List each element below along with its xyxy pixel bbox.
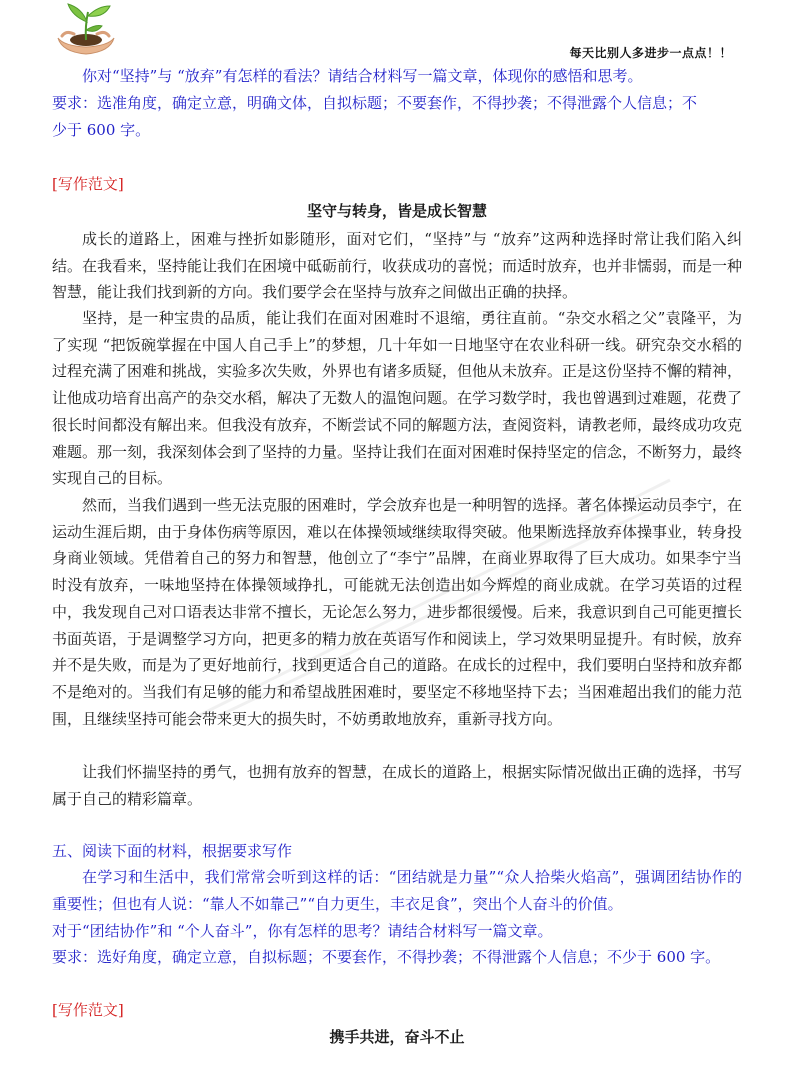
essay1-paragraph-4: 让我们怀揣坚持的勇气，也拥有放弃的智慧，在成长的道路上，根据实际情况做出正确的选择，书写属于自己的精彩篇章。 (52, 763, 743, 808)
section5-prompt: 对于“团结协作”和 “个人奋斗”，你有怎样的思考？请结合材料写一篇文章。 (52, 922, 553, 940)
section5-requirement: 要求：选好角度，确定立意，自拟标题；不要套作，不得抄袭；不得泄露个人信息；不少于 600 字。 (52, 948, 721, 966)
essay1-paragraph-2: 坚持，是一种宝贵的品质，能让我们在面对困难时不退缩，勇往直前。“杂交水稻之父”袁隆平，为了实现 “把饭碗掌握在中国人自己手上”的梦想，几十年如一日地坚守在农业科研一线。研究杂交水稻的过程充满了困难和挑战，实验多次失败，外界也有诸多质疑，但他从未放弃。正是这份坚持不懈的精神，让他成功培育出高产的杂交水稻，解决了无数人的温饱问题。在学习数学时，我也曾遇到过难题，花费了很长时间都没有解出来。但我没有放弃，不断尝试不同的解题方法，查阅资料，请教老师，最终成功攻克难题。那一刻，我深刻体会到了坚持的力量。坚持让我们在面对困难时保持坚定的信念，不断努力，最终实现自己的目标。 (52, 309, 743, 488)
essay2-tag: [写作范文] (52, 1001, 124, 1019)
section4-requirement-line2: 少于 600 字。 (52, 121, 151, 139)
section4-prompt: 你对“坚持”与 “放弃”有怎样的看法？请结合材料写一篇文章，体现你的感悟和思考。 (82, 67, 643, 85)
section5-heading: 五、阅读下面的材料，根据要求写作 (52, 842, 293, 860)
seedling-in-hands-icon (52, 0, 119, 58)
essay2-title: 携手共进，奋斗不止 (329, 1028, 465, 1046)
essay1-tag: [写作范文] (52, 175, 124, 193)
essay1-paragraph-3: 然而，当我们遇到一些无法克服的困难时，学会放弃也是一种明智的选择。著名体操运动员李宁，在运动生涯后期，由于身体伤病等原因，难以在体操领域继续取得突破。他果断选择放弃体操事业，转身投身商业领域。凭借着自己的努力和智慧，他创立了“李宁”品牌，在商业界取得了巨大成功。如果李宁当时没有放弃，一味地坚持在体操领域挣扎，可能就无法创造出如今辉煌的商业成就。在学习英语的过程中，我发现自己对口语表达非常不擅长，无论怎么努力，进步都很缓慢。后来，我意识到自己可能更擅长书面英语，于是调整学习方向，把更多的精力放在英语写作和阅读上，学习效果明显提升。有时候，放弃并不是失败，而是为了更好地前行，找到更适合自己的道路。在成长的过程中，我们要明白坚持和放弃都不是绝对的。当我们有足够的能力和希望战胜困难时，要坚定不移地坚持下去；当困难超出我们的能力范围，且继续坚持可能会带来更大的损失时，不妨勇敢地放弃，重新寻找方向。 (52, 496, 743, 728)
section5-material: 在学习和生活中，我们常常会听到这样的话：“团结就是力量”“众人拾柴火焰高”，强调团结协作的重要性；但也有人说：“靠人不如靠己”“自力更生，丰衣足食”，突出个人奋斗的价值。 (52, 868, 742, 913)
header-slogan: 每天比别人多进步一点点！！ (569, 46, 732, 60)
essay1-title: 坚守与转身，皆是成长智慧 (306, 202, 487, 220)
essay1-paragraph-1: 成长的道路上，困难与挫折如影随形，面对它们，“坚持”与 “放弃”这两种选择时常让我们陷入纠结。在我看来，坚持能让我们在困境中砥砺前行，收获成功的喜悦；而适时放弃，也并非懦弱，而是一种智慧，能让我们找到新的方向。我们要学会在坚持与放弃之间做出正确的抉择。 (52, 230, 743, 302)
section4-requirement-line1: 要求：选准角度，确定立意，明确文体，自拟标题；不要套作，不得抄袭；不得泄露个人信息；不 (52, 94, 698, 112)
